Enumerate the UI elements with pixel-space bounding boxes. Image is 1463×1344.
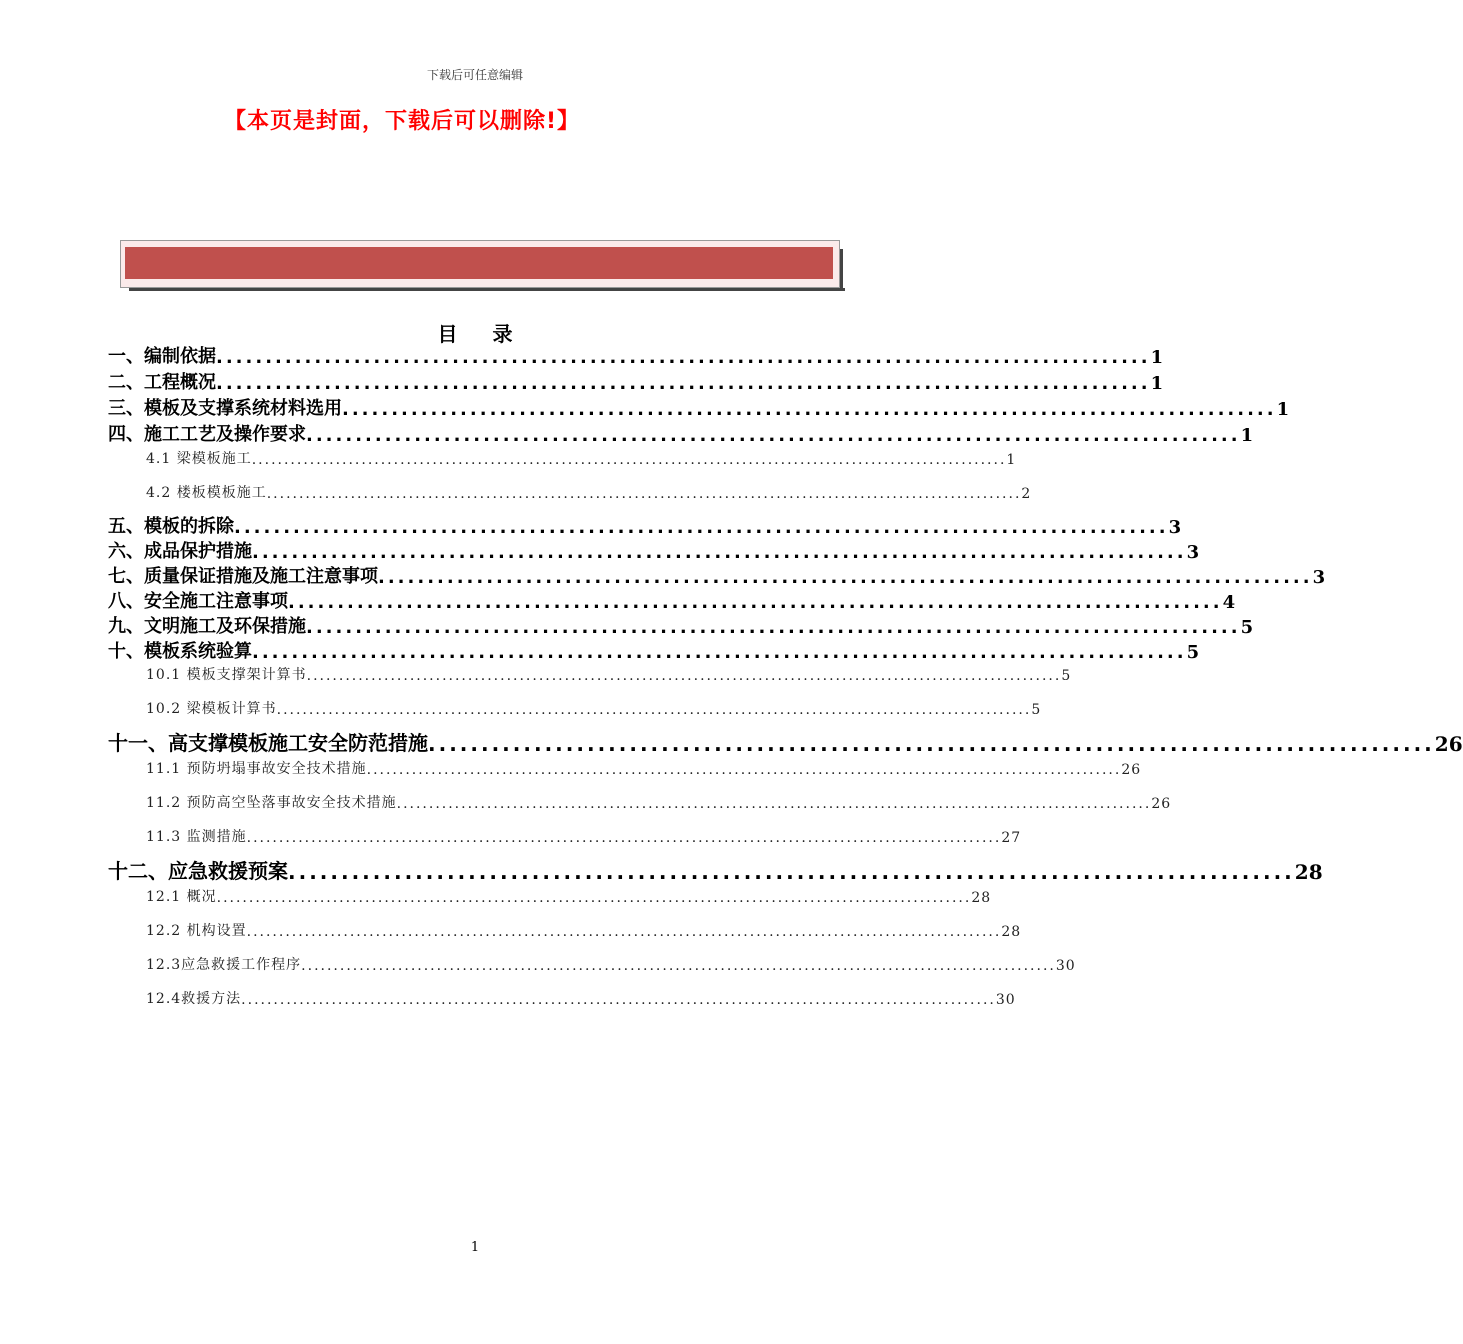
toc-leader: ............................................................................................... <box>288 592 1223 613</box>
toc-entry-title: 10.2 梁模板计算书 <box>146 701 277 717</box>
toc-entry-title: 4.1 梁模板施工 <box>146 451 252 467</box>
toc-leader: ..................................................................................................................... <box>276 702 1032 718</box>
cover-note: 【本页是封面，下载后可以删除!】 <box>224 109 581 134</box>
toc-entry-page: 3 <box>1312 567 1326 588</box>
toc-entry-page: 5 <box>1240 617 1254 638</box>
toc-entry-title: 四、施工工艺及操作要求 <box>108 424 306 445</box>
toc-entry-page: 1 <box>1006 452 1017 468</box>
toc-entry-title: 11.3 监测措施 <box>146 829 247 845</box>
toc-entry-page: 3 <box>1186 542 1200 563</box>
toc-entry-title: 12.3应急救援工作程序 <box>146 957 302 973</box>
toc-leader: ............................................................................................... <box>216 373 1151 394</box>
toc-entry-title: 12.1 概况 <box>146 889 217 905</box>
toc-entry-page: 28 <box>1294 860 1323 884</box>
toc-leader: ..................................................................................................................... <box>301 958 1056 974</box>
toc-entry[interactable] <box>146 696 1042 718</box>
toc-entry-title: 11.1 预防坍塌事故安全技术措施 <box>146 761 367 777</box>
toc-entry-title: 九、文明施工及环保措施 <box>108 616 306 637</box>
toc-entry-title: 12.4救援方法 <box>146 991 242 1007</box>
toc-entry[interactable] <box>146 824 1022 846</box>
toc-leader: ..................................................................................................................... <box>366 762 1122 778</box>
toc-entry[interactable] <box>108 637 1200 663</box>
toc-entry-page: 5 <box>1061 668 1072 684</box>
toc-entry[interactable] <box>146 918 1022 940</box>
toc-entry[interactable] <box>146 662 1072 684</box>
toc-entry-page: 5 <box>1031 702 1042 718</box>
title-banner <box>120 240 840 288</box>
banner-shadow-right <box>840 249 843 291</box>
toc-entry-page: 1 <box>1240 425 1254 446</box>
toc-title-char-1: 目 <box>437 322 458 346</box>
toc-entry-title: 八、安全施工注意事项 <box>108 591 288 612</box>
toc-leader: ............................................................................................... <box>306 617 1241 638</box>
toc-entry[interactable] <box>108 562 1326 588</box>
header-note: 下载后可任意编辑 <box>426 68 523 82</box>
toc-entry[interactable] <box>108 512 1182 538</box>
toc-entry-title: 十、模板系统验算 <box>108 641 252 662</box>
toc-entry[interactable] <box>108 537 1200 563</box>
toc-entry-title: 10.1 模板支撑架计算书 <box>146 667 307 683</box>
toc-leader: ..................................................................................................................... <box>216 890 972 906</box>
toc-entry-title: 一、编制依据 <box>108 346 216 367</box>
toc-entry-page: 1 <box>1150 347 1164 368</box>
toc-entry-page: 27 <box>1001 830 1022 846</box>
toc-entry-title: 五、模板的拆除 <box>108 516 234 537</box>
toc-leader: ............................................................................................... <box>378 567 1313 588</box>
toc-entry-page: 3 <box>1168 517 1182 538</box>
toc-entry[interactable] <box>146 986 1016 1008</box>
toc-leader: ..................................................................................................................... <box>246 924 1002 940</box>
toc-entry-page: 28 <box>1001 924 1022 940</box>
toc-leader: ............................................................................................... <box>342 399 1277 420</box>
toc-leader: ..................................................................................................................... <box>306 668 1062 684</box>
toc-leader: ............................................................................................... <box>234 517 1169 538</box>
toc-entry[interactable] <box>146 790 1172 812</box>
toc-entry-page: 5 <box>1186 642 1200 663</box>
toc-entry[interactable] <box>146 756 1142 778</box>
toc-entry-page: 1 <box>1276 399 1290 420</box>
toc-entry-title: 11.2 预防高空坠落事故安全技术措施 <box>146 795 397 811</box>
toc-leader: ............................................................................................... <box>428 732 1435 756</box>
toc-entry-title: 12.2 机构设置 <box>146 923 247 939</box>
toc-title-char-2: 录 <box>492 322 513 346</box>
toc-entry[interactable] <box>108 394 1290 420</box>
toc-entry[interactable] <box>108 420 1254 446</box>
banner-shadow-bottom <box>129 288 845 291</box>
toc-entry[interactable] <box>108 342 1164 368</box>
toc-leader: ..................................................................................................................... <box>251 452 1007 468</box>
toc-leader: ..................................................................................................................... <box>266 486 1022 502</box>
toc-leader: ............................................................................................... <box>288 860 1295 884</box>
toc-entry-page: 26 <box>1434 732 1463 756</box>
toc-entry[interactable] <box>108 368 1164 394</box>
toc-entry[interactable] <box>108 728 1463 756</box>
toc-leader: ............................................................................................... <box>252 642 1187 663</box>
toc-entry-title: 七、质量保证措施及施工注意事项 <box>108 566 378 587</box>
toc-entry-title: 4.2 楼板模板施工 <box>146 485 267 501</box>
toc-leader: ..................................................................................................................... <box>396 796 1152 812</box>
toc-entry[interactable] <box>146 884 992 906</box>
page-number: 1 <box>470 1240 480 1255</box>
toc-entry-page: 1 <box>1150 373 1164 394</box>
toc-entry-title: 十二、应急救援预案 <box>108 859 288 883</box>
toc-entry-page: 30 <box>995 992 1016 1008</box>
toc-leader: ............................................................................................... <box>216 347 1151 368</box>
toc-entry-page: 26 <box>1121 762 1142 778</box>
toc-entry[interactable] <box>146 480 1032 502</box>
toc-entry-title: 十一、高支撑模板施工安全防范措施 <box>108 731 428 755</box>
toc-entry-page: 4 <box>1222 592 1236 613</box>
toc-entry-page: 30 <box>1055 958 1076 974</box>
toc-entry-page: 2 <box>1021 486 1032 502</box>
toc-entry[interactable] <box>146 446 1017 468</box>
toc-entry[interactable] <box>146 952 1076 974</box>
toc-leader: ..................................................................................................................... <box>246 830 1002 846</box>
toc-leader: ............................................................................................... <box>252 542 1187 563</box>
toc-entry-page: 28 <box>971 890 992 906</box>
toc-entry[interactable] <box>108 612 1254 638</box>
toc-entry-page: 26 <box>1151 796 1172 812</box>
toc-entry[interactable] <box>108 587 1236 613</box>
toc-entry-title: 三、模板及支撑系统材料选用 <box>108 398 342 419</box>
title-banner-fill <box>125 247 833 279</box>
toc-leader: ..................................................................................................................... <box>241 992 996 1008</box>
toc-entry-title: 六、成品保护措施 <box>108 541 252 562</box>
toc-entry-title: 二、工程概况 <box>108 372 216 393</box>
toc-leader: ............................................................................................... <box>306 425 1241 446</box>
toc-entry[interactable] <box>108 856 1323 884</box>
